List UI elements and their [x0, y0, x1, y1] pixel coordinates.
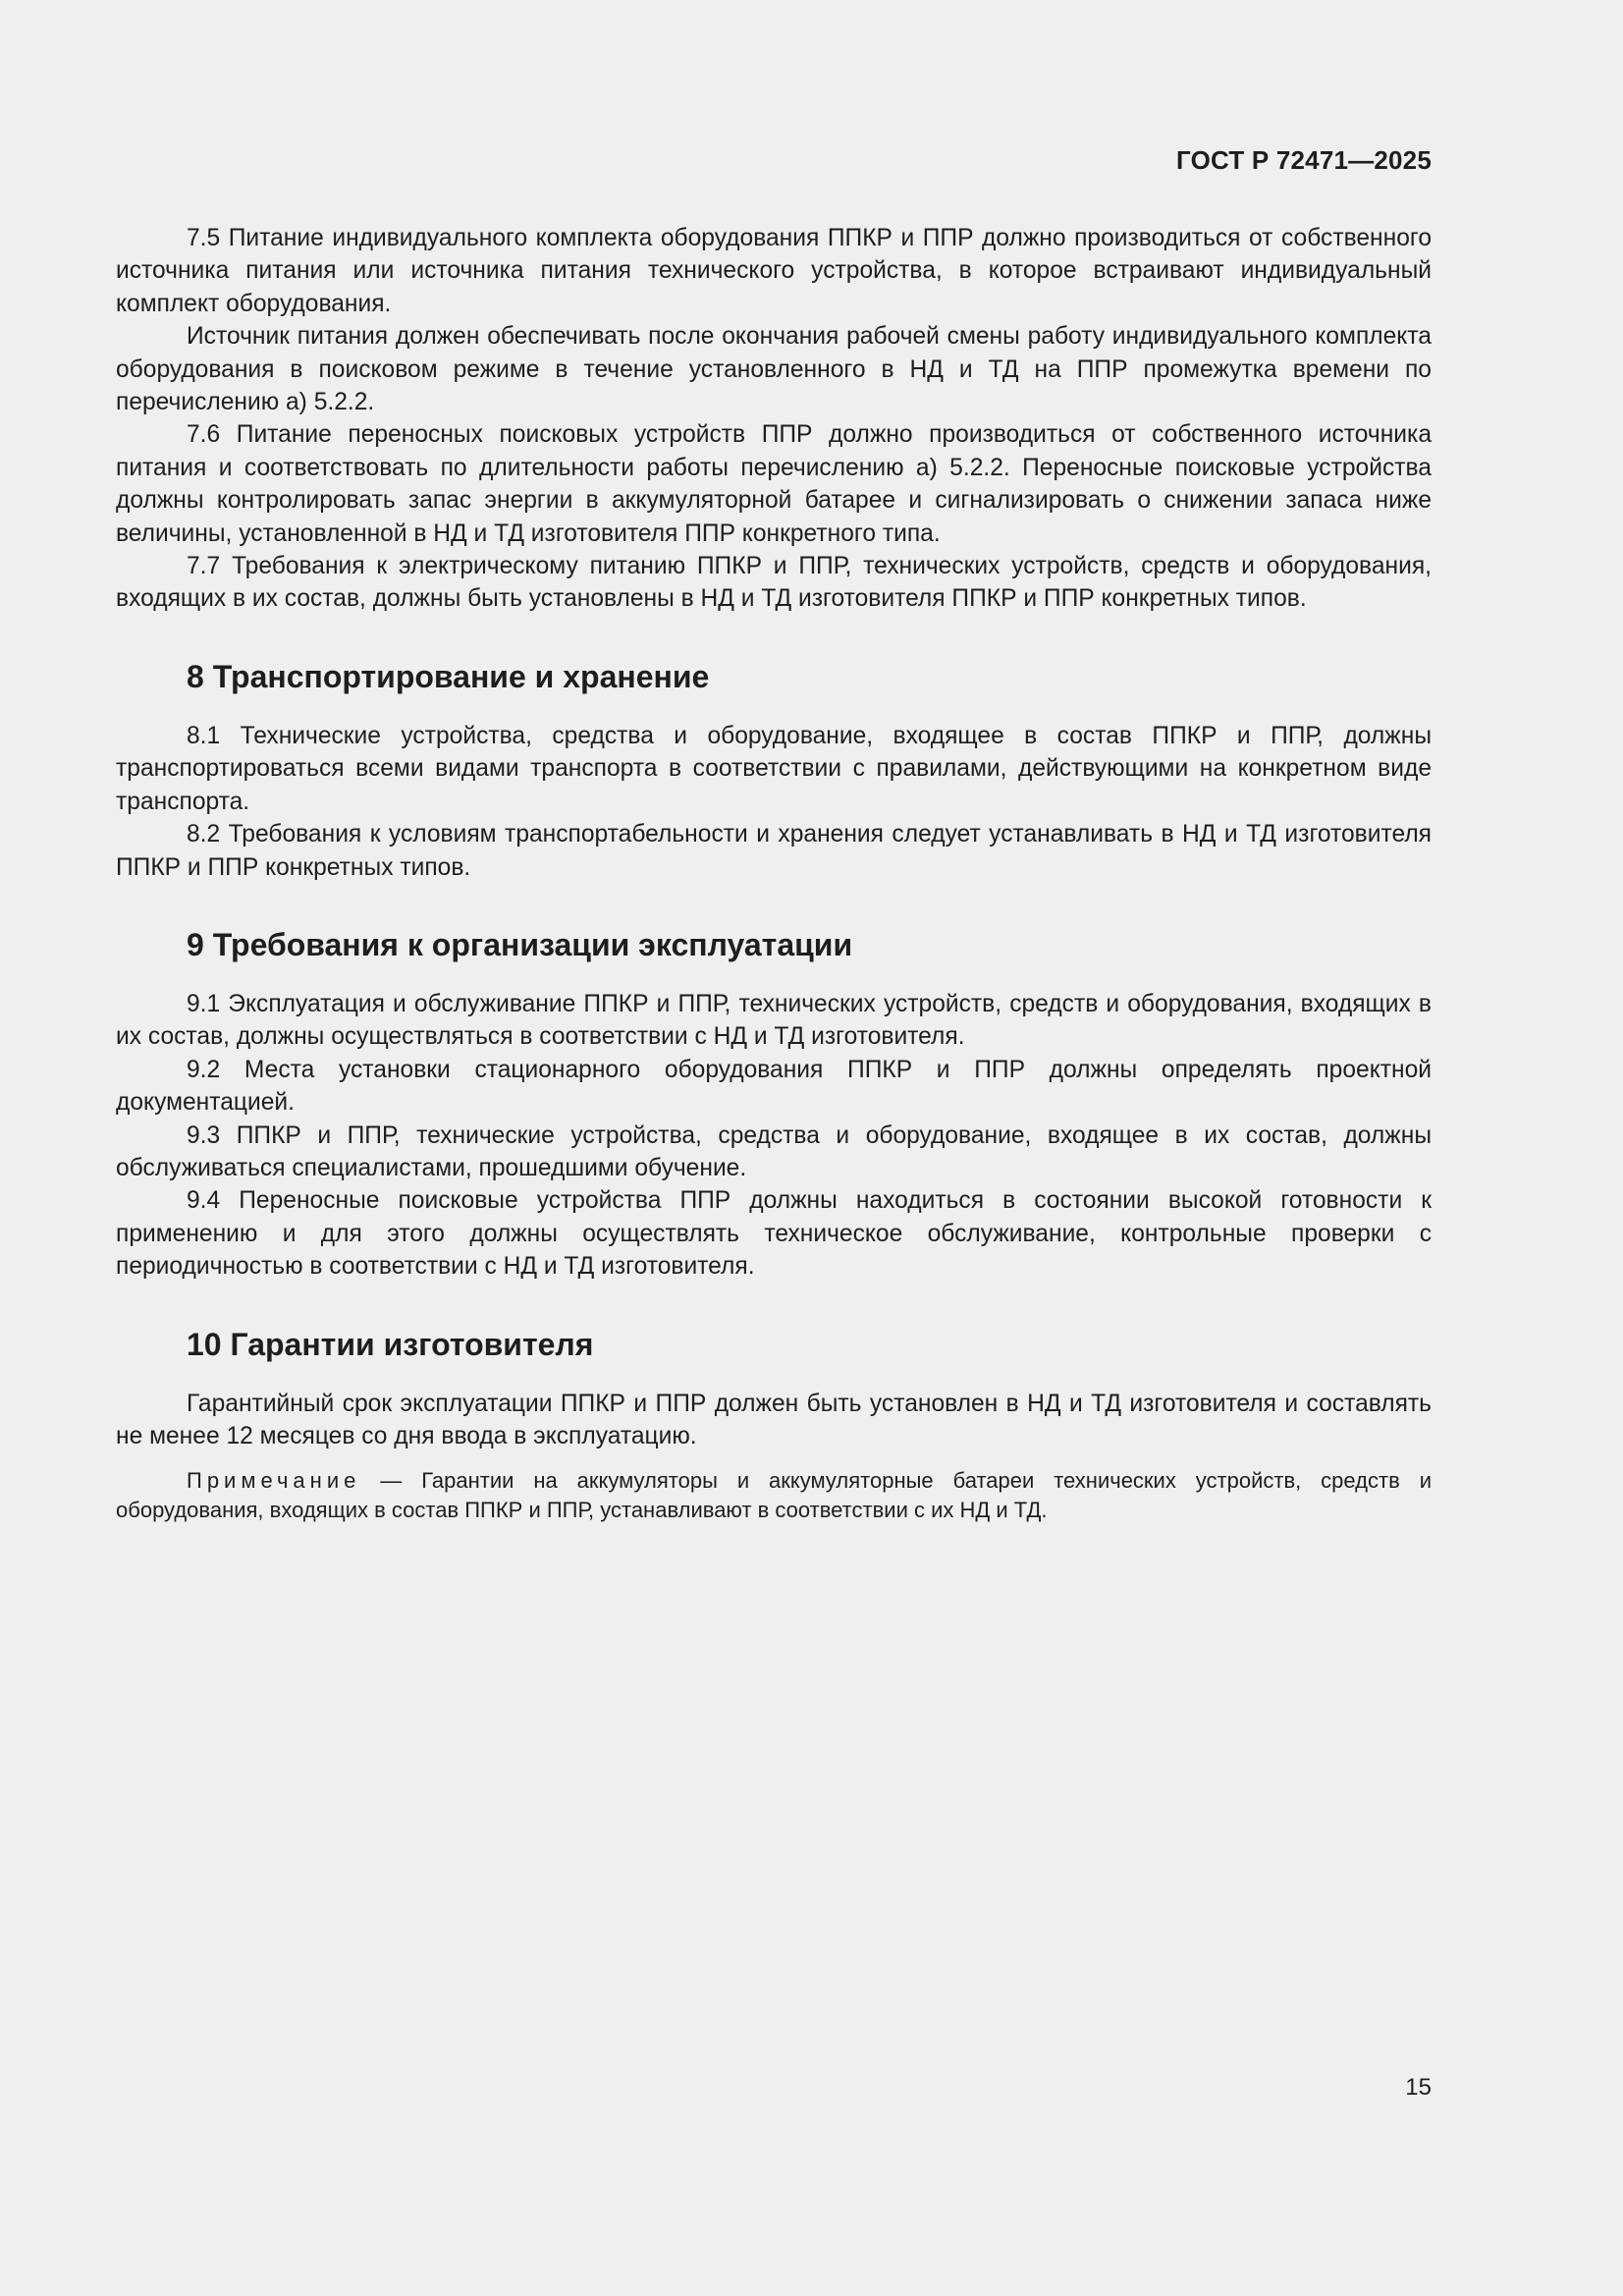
paragraph-8-2: 8.2 Требования к условиям транспортабельности и хранения следует устанавливать в НД и ТД изготовителя ППКР и ППР конкретных типов. — [116, 821, 1432, 881]
paragraph-7-5-continued: Источник питания должен обеспечивать после окончания рабочей смены работу индивидуального комплекта оборудования в поисковом режиме в течение установленного в НД и ТД на ППР промежутка времени по перечислению а) 5.2.2. — [116, 323, 1432, 416]
paragraph-8-1: 8.1 Технические устройства, средства и оборудование, входящее в состав ППКР и ППР, должны транспортироваться всеми видами транспорта в соответствии с правилами, действующими на конкретном виде транспорта. — [116, 722, 1432, 815]
section-9-heading: 9 Требования к организации эксплуатации — [187, 926, 853, 962]
paragraph-10: Гарантийный срок эксплуатации ППКР и ППР должен быть установлен в НД и ТД изготовителя и составлять не менее 12 месяцев со дня ввода в эксплуатацию. — [116, 1390, 1432, 1449]
page-number: 15 — [1405, 2074, 1432, 2101]
paragraph-9-1: 9.1 Эксплуатация и обслуживание ППКР и ППР, технических устройств, средств и оборудования, входящих в их состав, должны осуществляться в соответствии с НД и ТД изготовителя. — [116, 990, 1432, 1051]
note-text: — Гарантии на аккумуляторы и аккумуляторные батареи технических устройств, средств и оборудования, входящих в состав ППКР и ППР, устанавливают в соответствии с их НД и ТД. — [116, 1468, 1432, 1523]
paragraph-9-4: 9.4 Переносные поисковые устройства ППР должны находиться в состоянии высокой готовности к применению и для этого должны осуществлять техническое обслуживание, контрольные проверки с периодичностью в соответствии с НД и ТД изготовителя. — [116, 1187, 1432, 1281]
note-label: Примечание — [187, 1468, 361, 1494]
paragraph-7-7: 7.7 Требования к электрическому питанию ППКР и ППР, технических устройств, средств и оборудования, входящих в их состав, должны быть установлены в НД и ТД изготовителя ППКР и ППР конкретных типов. — [116, 553, 1432, 613]
paragraph-9-2: 9.2 Места установки стационарного оборудования ППКР и ППР должны определять проектной документацией. — [116, 1056, 1432, 1117]
document-body — [116, 222, 1432, 1525]
paragraph-7-6: 7.6 Питание переносных поисковых устройств ППР должно производиться от собственного источника питания и соответствовать по длительности работы перечислению а) 5.2.2. Переносные поисковые устройства должны контролировать запас энергии в аккумуляторной батарее и сигнализировать о снижении запаса ниже величины, установленной в НД и ТД изготовителя ППР конкретного типа. — [116, 421, 1432, 547]
paragraph-7-5: 7.5 Питание индивидуального комплекта оборудования ППКР и ППР должно производиться от собственного источника питания или источника питания технического устройства, в которое встраивают индивидуальный комплект оборудования. — [116, 225, 1432, 317]
page-header: ГОСТ Р 72471—2025 — [1176, 145, 1432, 175]
section-8-heading: 8 Транспортирование и хранение — [187, 658, 710, 694]
paragraph-9-3: 9.3 ППКР и ППР, технические устройства, средства и оборудование, входящее в их состав, должны обслуживаться специалистами, прошедшими обучение. — [116, 1121, 1432, 1181]
section-10-heading: 10 Гарантии изготовителя — [187, 1326, 594, 1362]
note — [116, 1466, 1432, 1525]
